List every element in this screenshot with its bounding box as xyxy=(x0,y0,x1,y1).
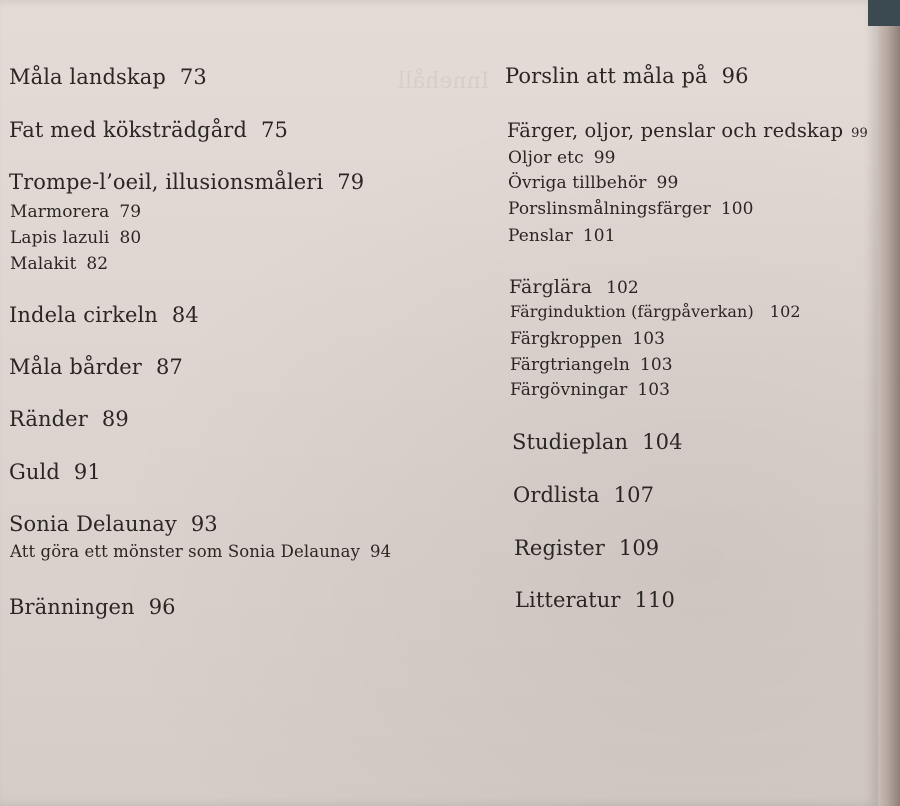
entry-page: 109 xyxy=(618,536,660,560)
entry-title: Porslinsmålningsfärger xyxy=(508,199,711,219)
entry-title: Trompe-l’oeil, illusionsmåleri xyxy=(9,170,324,194)
entry-page: 96 xyxy=(721,64,749,88)
entry-page: 91 xyxy=(73,460,101,484)
entry-title: Marmorera xyxy=(10,202,110,222)
toc-entry xyxy=(9,406,129,432)
entry-page: 79 xyxy=(337,170,365,194)
toc-subentry xyxy=(508,147,616,169)
entry-page: 110 xyxy=(634,588,675,612)
entry-page: 93 xyxy=(190,512,218,536)
entry-title: Studieplan xyxy=(512,430,629,454)
entry-page: 102 xyxy=(769,302,801,321)
entry-title: Malakit xyxy=(10,254,77,274)
toc-subentry xyxy=(10,227,141,249)
toc-entry xyxy=(9,169,364,195)
entry-title: Färger, oljor, penslar och redskap xyxy=(507,119,844,142)
entry-title: Porslin att måla på xyxy=(505,64,708,88)
entry-page: 96 xyxy=(148,595,176,619)
entry-page: 75 xyxy=(261,118,288,142)
entry-title: Bränningen xyxy=(9,595,135,619)
entry-title: Lapis lazuli xyxy=(10,228,110,248)
toc-subentry xyxy=(508,198,754,220)
toc-subentry xyxy=(510,328,665,350)
entry-page: 99 xyxy=(851,126,868,141)
toc-entry xyxy=(9,511,218,537)
toc-entry xyxy=(505,63,749,89)
entry-title: Färgtriangeln xyxy=(510,355,630,375)
entry-title: Sonia Delaunay xyxy=(9,512,177,536)
entry-page: 99 xyxy=(593,148,616,168)
toc-entry xyxy=(9,302,199,328)
toc-entry xyxy=(9,64,207,90)
entry-page: 102 xyxy=(606,278,639,298)
toc-entry xyxy=(9,117,288,143)
book-page-edge xyxy=(878,0,900,806)
toc-subentry xyxy=(10,253,108,275)
entry-page: 103 xyxy=(639,355,673,375)
toc-entry xyxy=(507,118,868,147)
entry-page: 107 xyxy=(613,483,655,507)
entry-title: Indela cirkeln xyxy=(9,303,158,327)
toc-entry xyxy=(514,535,659,561)
entry-title: Ordlista xyxy=(513,483,600,507)
toc-subentry xyxy=(510,301,801,323)
entry-page: 73 xyxy=(179,65,207,89)
toc-subentry xyxy=(10,201,141,223)
toc-subentry xyxy=(510,379,670,401)
entry-page: 103 xyxy=(637,380,671,400)
toc-entry xyxy=(509,274,639,301)
toc-subentry xyxy=(510,354,673,376)
entry-title: Färginduktion (färgpåverkan) xyxy=(510,302,754,321)
entry-title: Oljor etc xyxy=(508,148,584,168)
entry-title: Fat med köksträdgård xyxy=(9,118,247,142)
toc-entry xyxy=(513,482,654,508)
entry-title: Måla bårder xyxy=(9,355,142,379)
entry-page: 84 xyxy=(171,303,199,327)
entry-page: 79 xyxy=(119,202,142,222)
background-corner xyxy=(868,0,900,26)
entry-title: Att göra ett mönster som Sonia Delaunay xyxy=(10,542,361,561)
entry-page: 82 xyxy=(86,254,109,274)
entry-page: 99 xyxy=(656,173,679,193)
entry-page: 103 xyxy=(632,329,666,349)
entry-page: 89 xyxy=(101,407,129,431)
show-through-text xyxy=(398,70,489,94)
entry-page: 94 xyxy=(370,542,392,561)
toc-subentry xyxy=(508,225,616,247)
entry-title: Register xyxy=(514,536,605,560)
entry-title: Måla landskap xyxy=(9,65,166,89)
entry-title: Ränder xyxy=(9,407,88,431)
entry-page: 100 xyxy=(720,199,754,219)
entry-title: Guld xyxy=(9,460,60,484)
entry-page: 101 xyxy=(582,226,616,246)
toc-entry xyxy=(9,459,101,485)
toc-entry xyxy=(512,429,683,455)
entry-title: Penslar xyxy=(508,226,573,246)
toc-entry xyxy=(9,594,176,620)
entry-title: Färgövningar xyxy=(510,380,628,400)
entry-page: 104 xyxy=(642,430,683,454)
entry-title: Litteratur xyxy=(515,588,621,612)
entry-page: 87 xyxy=(155,355,183,379)
entry-title: Färgkroppen xyxy=(510,329,623,349)
toc-entry xyxy=(515,587,675,613)
toc-entry xyxy=(9,354,183,380)
ghost-heading: Innehåll xyxy=(398,69,490,94)
toc-subentry xyxy=(508,172,678,194)
entry-page: 80 xyxy=(119,228,142,248)
entry-title: Färglära xyxy=(509,276,593,298)
entry-title: Övriga tillbehör xyxy=(508,173,647,193)
toc-subentry xyxy=(10,541,391,563)
